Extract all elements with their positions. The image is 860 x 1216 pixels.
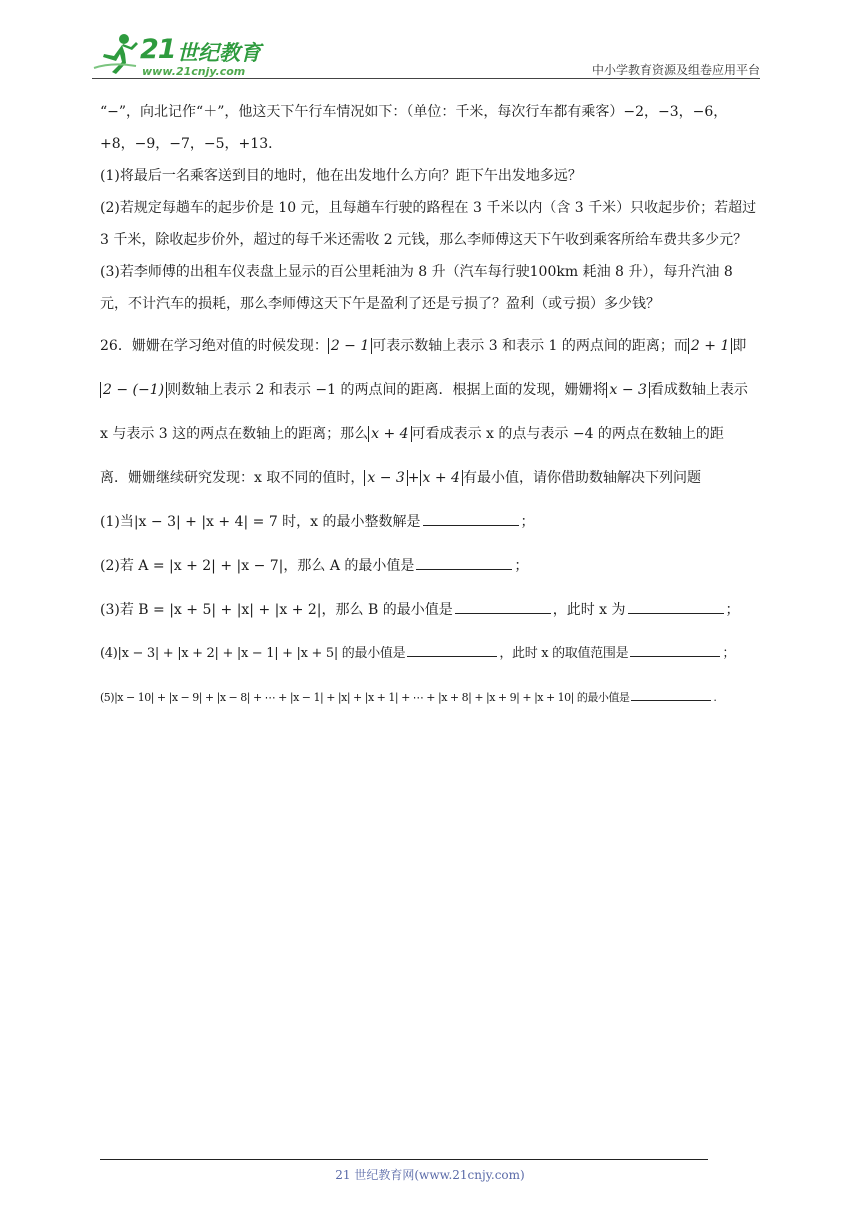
q26-text-1: 26．姗姗在学习绝对值的时候发现：: [100, 338, 328, 354]
abs-expr-2: 2 + 1: [688, 338, 732, 354]
answer-blank-4[interactable]: [628, 599, 724, 614]
logo-url: www.21cnjy.com: [142, 65, 246, 78]
q26-sub3: [100, 588, 764, 632]
q26-sub5-end: .: [713, 691, 717, 704]
q26-text-2: 可表示数轴上表示 3 和表示 1 的两点间的距离；而: [372, 338, 688, 354]
q26-text-4: 则数轴上表示 2 和表示 −1 的两点间的距离．根据上面的发现，姗姗将: [167, 382, 607, 398]
q26-sub2-text: (2)若 A = |x + 2| + |x − 7|，那么 A 的最小值是: [100, 558, 415, 574]
q25-sub1: (1)将最后一名乘客送到目的地时，他在出发地什么方向？距下午出发地多远？: [100, 168, 582, 184]
q26-stem: [100, 324, 764, 500]
runner-icon: [92, 32, 140, 76]
q26-text-8: 离．姗姗继续研究发现：x 取不同的值时，: [100, 470, 365, 486]
q26-text-9: 有最小值，请你借助数轴解决下列问题: [462, 470, 701, 486]
q26-text-6: x 与表示 3 这的两点在数轴上的距离；那么: [100, 426, 369, 442]
q26-sub5-text: (5)|x − 10| + |x − 9| + |x − 8| + ⋯ + |x − 1| + |x| + |x + 1| + ⋯ + |x + 8| + |x + 9| + |x + 10| 的最小值是: [100, 691, 630, 704]
answer-blank-3[interactable]: [455, 599, 551, 614]
abs-expr-3: 2 − (−1): [100, 382, 167, 398]
q26-sub2: [100, 544, 764, 588]
q26-plus: +: [407, 470, 420, 486]
answer-blank-5[interactable]: [407, 642, 497, 657]
q26-sub3-text: (3)若 B = |x + 5| + |x| + |x + 2|，那么 B 的最小值是: [100, 602, 453, 618]
q26-sub1-text: (1)当|x − 3| + |x + 4| = 7 时，x 的最小整数解是: [100, 514, 421, 530]
logo-number: 21: [140, 34, 176, 65]
abs-expr-4: x − 3: [606, 382, 649, 398]
logo-text: 世纪教育: [177, 41, 261, 65]
header-slogan: 中小学教育资源及组卷应用平台: [591, 63, 760, 77]
q25-line2: +8，−9，−7，−5，+13．: [100, 136, 283, 152]
q26-text-3: 即: [732, 338, 747, 354]
answer-blank-7[interactable]: [631, 686, 711, 701]
site-logo[interactable]: [92, 32, 262, 76]
answer-blank-2[interactable]: [416, 555, 512, 570]
page-header: [92, 30, 760, 78]
q26-sub1: [100, 500, 764, 544]
footer-divider: [100, 1159, 708, 1160]
answer-blank-1[interactable]: [423, 511, 519, 526]
q26-sub3-end: ；: [725, 602, 740, 618]
q25-sub3: (3)若李师傅的出租车仪表盘上显示的百公里耗油为 8 升（汽车每行驶100km 耗油 8 升），每升汽油 8 元，不计汽车的损耗，那么李师傅这天下午是盈利了还是亏损了？盈利（或亏损）多少钱？: [100, 264, 733, 312]
q26-sub2-end: ；: [514, 558, 529, 574]
q25-line1: “−”，向北记作“＋”，他这天下午行车情况如下：（单位：千米，每次行车都有乘客）−2，−3，−6，: [100, 104, 728, 120]
document-body: [100, 96, 764, 720]
q26-sub4-mid: ，此时 x 的取值范围是: [499, 646, 629, 661]
q26-sub1-end: ；: [520, 514, 535, 530]
q26-sub5: [100, 676, 764, 720]
abs-expr-6: x − 3: [364, 470, 407, 486]
q26-sub4-text: (4)|x − 3| + |x + 2| + |x − 1| + |x + 5| 的最小值是: [100, 646, 406, 661]
answer-blank-6[interactable]: [630, 642, 720, 657]
q26-sub4-end: ；: [722, 646, 736, 661]
abs-expr-1: 2 − 1: [328, 338, 372, 354]
q26-sub3-mid: ，此时 x 为: [552, 602, 626, 618]
q26-text-7: 可看成表示 x 的点与表示 −4 的两点在数轴上的距: [411, 426, 724, 442]
q25-sub2: (2)若规定每趟车的起步价是 10 元，且每趟车行驶的路程在 3 千米以内（含 3 千米）只收起步价；若超过 3 千米，除收起步价外，超过的每千米还需收 2 元钱，那么李师傅这天下午收到乘客所给车费共多少元？: [100, 200, 757, 248]
footer-link[interactable]: 21 世纪教育网(www.21cnjy.com): [335, 1168, 525, 1182]
abs-expr-7: x + 4: [420, 470, 463, 486]
abs-expr-5: x + 4: [368, 426, 411, 442]
q26-sub4: [100, 632, 764, 676]
q26-text-5: 看成数轴上表示: [649, 382, 748, 398]
header-divider: [92, 78, 760, 79]
